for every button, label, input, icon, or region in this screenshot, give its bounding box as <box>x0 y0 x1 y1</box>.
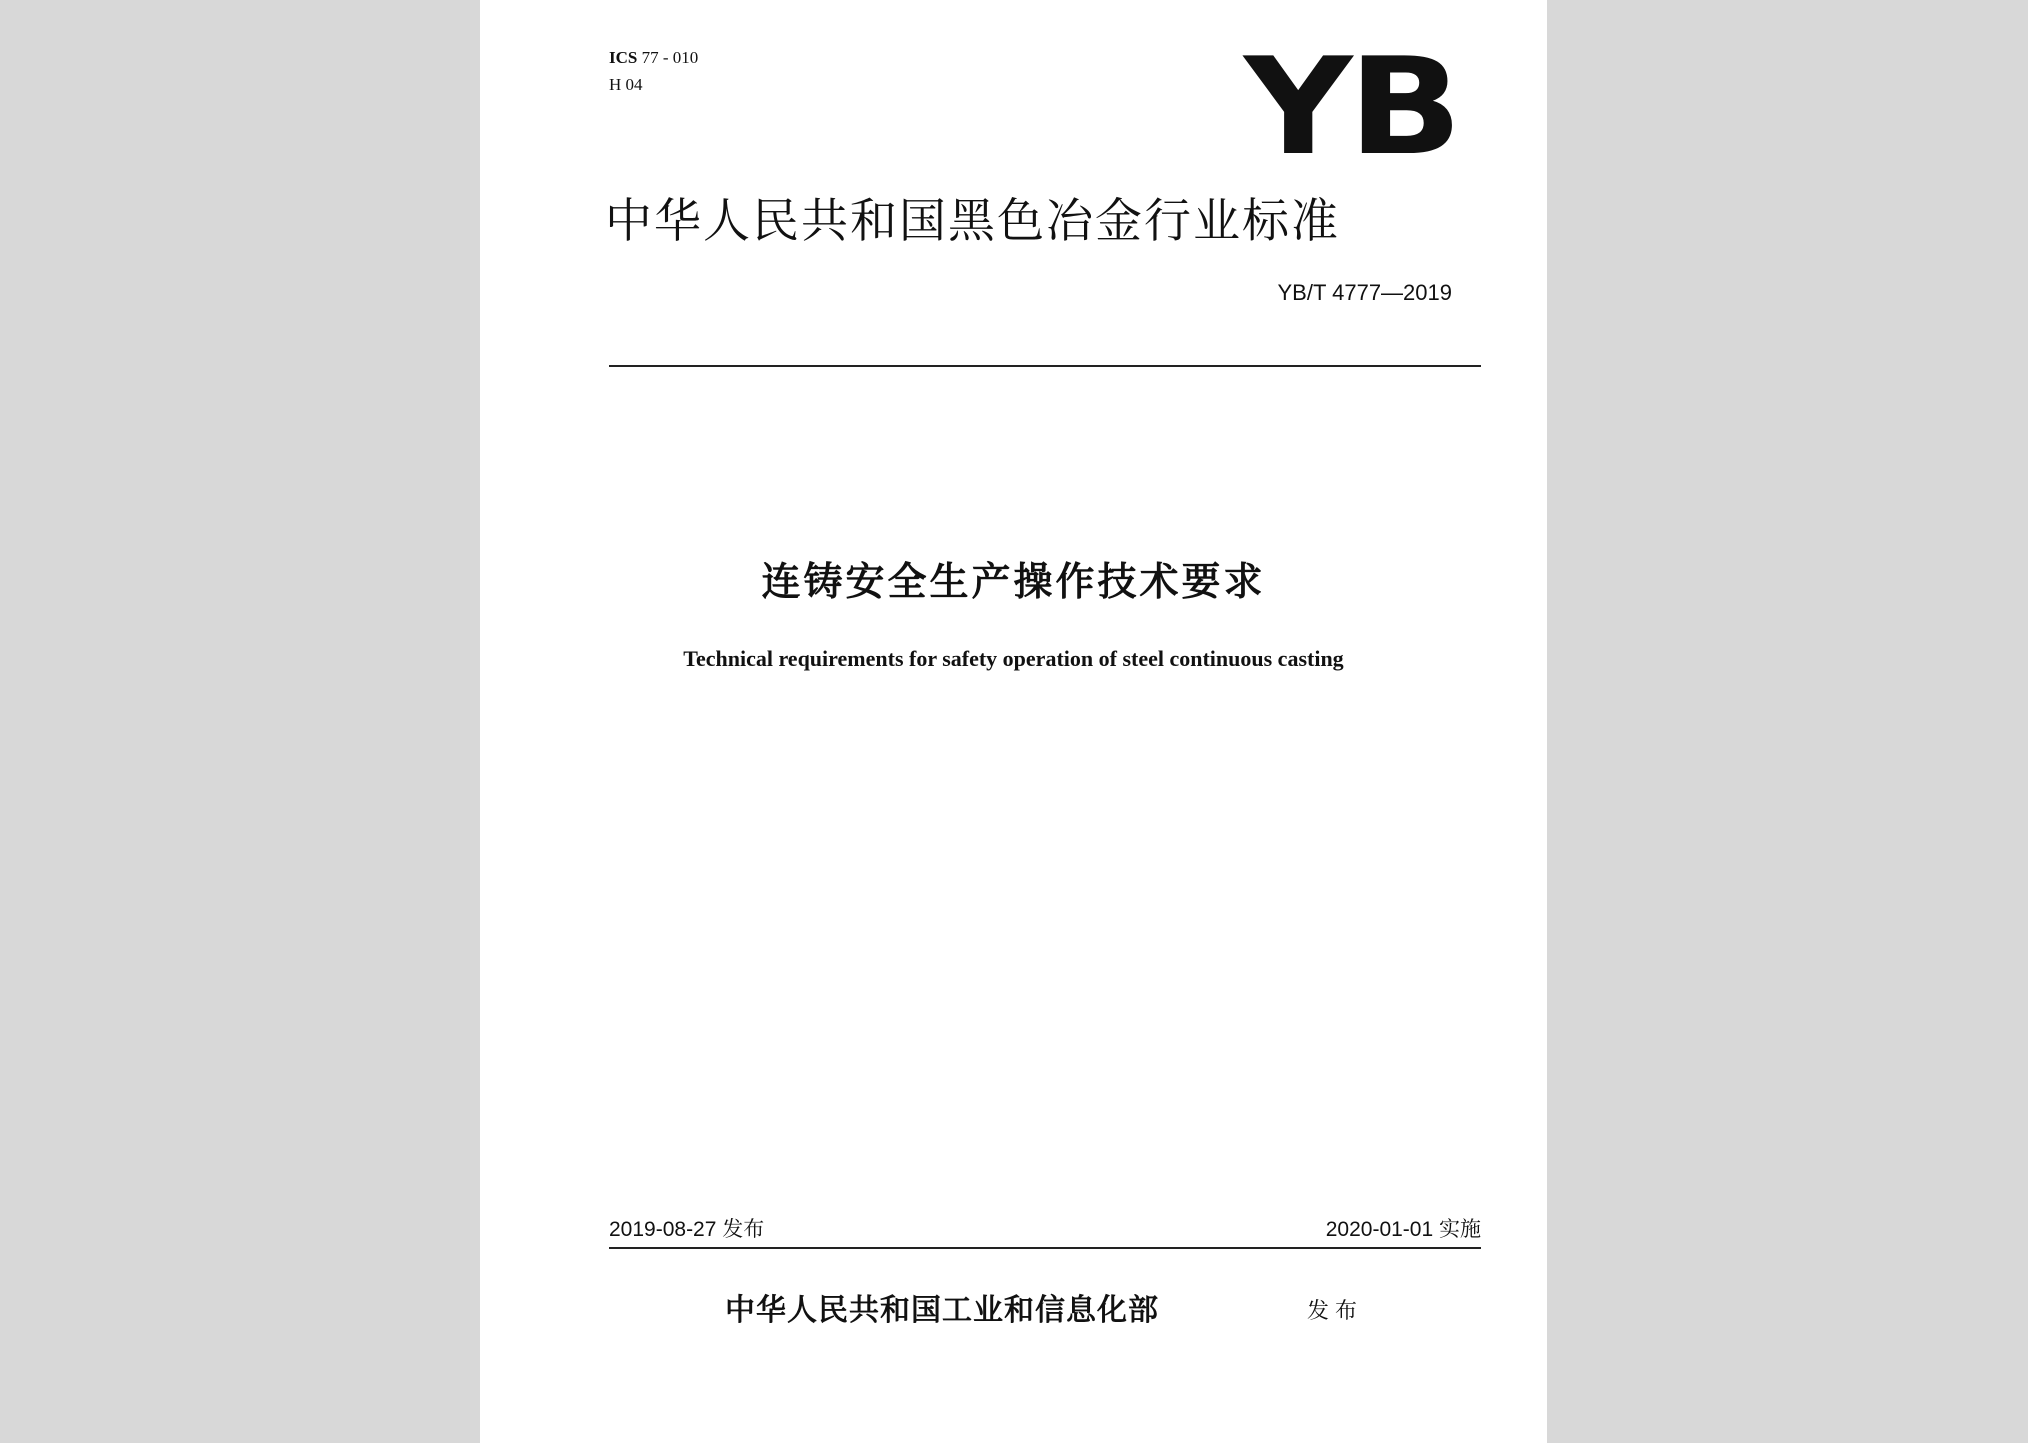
ics-code <box>609 48 698 68</box>
standard-number: YB/T 4777—2019 <box>1277 280 1452 305</box>
document-title-chinese: 连铸安全生产操作技术要求 <box>761 560 1266 605</box>
yb-logo: YB <box>1243 29 1458 185</box>
ics-label: ICS <box>609 48 638 67</box>
bottom-divider <box>609 1247 1481 1249</box>
ccs-code: H 04 <box>609 75 643 94</box>
document-title-english: Technical requirements for safety operation of steel continuous casting <box>683 646 1344 671</box>
document-page <box>480 0 1547 1443</box>
standard-category-title: 中华人民共和国黑色冶金行业标准 <box>605 194 1340 249</box>
implementation-date: 2020-01-01 实施 <box>1325 1218 1481 1241</box>
issuing-authority: 中华人民共和国工业和信息化部 <box>725 1293 1159 1328</box>
publish-date: 2019-08-27 发布 <box>609 1218 765 1241</box>
top-divider <box>609 365 1481 367</box>
ics-number: 77 - 010 <box>641 48 699 67</box>
issue-label: 发布 <box>1307 1299 1364 1324</box>
